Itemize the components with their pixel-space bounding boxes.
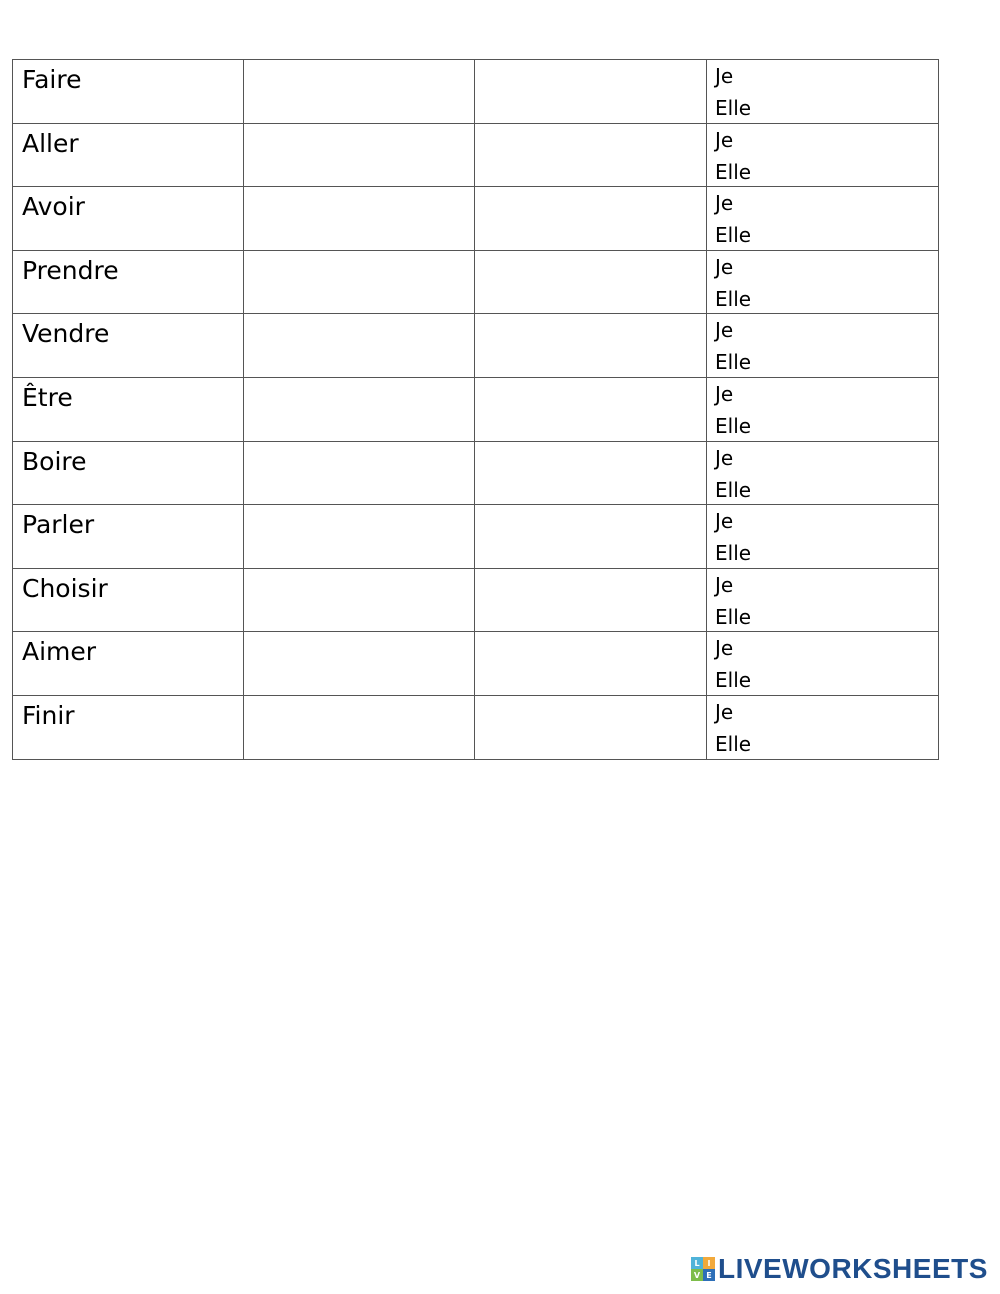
pronoun-cell[interactable]: [707, 441, 939, 505]
pronoun-cell[interactable]: [707, 505, 939, 569]
pronoun-cell[interactable]: [707, 695, 939, 759]
table-row: [13, 187, 939, 251]
liveworksheets-logo-icon: [691, 1257, 715, 1281]
pronoun-cell[interactable]: [707, 123, 939, 187]
answer-cell[interactable]: [475, 187, 707, 251]
answer-cell[interactable]: [244, 314, 475, 378]
verb-cell: [13, 123, 244, 187]
verb-cell: [13, 505, 244, 569]
pronoun-elle: Elle: [715, 286, 752, 311]
answer-cell[interactable]: [475, 441, 707, 505]
pronoun-je: Je: [715, 636, 734, 661]
answer-cell[interactable]: [244, 505, 475, 569]
pronoun-cell[interactable]: [707, 250, 939, 314]
answer-cell[interactable]: [244, 632, 475, 696]
pronoun-cell[interactable]: [707, 568, 939, 632]
verb-cell: [13, 314, 244, 378]
pronoun-elle: Elle: [715, 96, 752, 120]
logo-mark-letter: L: [691, 1257, 703, 1269]
answer-cell[interactable]: [244, 250, 475, 314]
answer-cell[interactable]: [475, 314, 707, 378]
answer-cell[interactable]: [475, 250, 707, 314]
table-row: [13, 123, 939, 187]
answer-cell[interactable]: [244, 377, 475, 441]
logo-mark-letter: E: [703, 1269, 715, 1281]
pronoun-cell[interactable]: [707, 632, 939, 696]
pronoun-cell[interactable]: [707, 187, 939, 251]
pronoun-elle: Elle: [715, 731, 752, 756]
pronoun-je: Je: [715, 572, 734, 597]
verb-label: Finir: [22, 700, 75, 730]
pronoun-elle: Elle: [715, 159, 752, 184]
pronoun-cell[interactable]: [707, 314, 939, 378]
pronoun-elle: Elle: [715, 223, 752, 248]
verb-cell: [13, 377, 244, 441]
verb-cell: [13, 441, 244, 505]
pronoun-elle: Elle: [715, 350, 752, 375]
liveworksheets-logo-text: LIVEWORKSHEETS: [718, 1253, 988, 1284]
verb-label: Avoir: [22, 192, 85, 222]
pronoun-je: Je: [715, 381, 734, 406]
pronoun-je: Je: [715, 509, 734, 534]
verb-label: Faire: [22, 65, 82, 94]
table-row: [13, 505, 939, 569]
verb-table: [12, 59, 939, 760]
verb-label: Prendre: [22, 255, 119, 285]
answer-cell[interactable]: [244, 123, 475, 187]
pronoun-elle: Elle: [715, 541, 752, 566]
answer-cell[interactable]: [244, 60, 475, 124]
answer-cell[interactable]: [475, 123, 707, 187]
pronoun-je: Je: [715, 191, 734, 216]
answer-cell[interactable]: [475, 60, 707, 124]
pronoun-je: Je: [715, 127, 734, 152]
verb-label: Parler: [22, 510, 95, 540]
answer-cell[interactable]: [244, 441, 475, 505]
answer-cell[interactable]: [244, 568, 475, 632]
table-row: [13, 377, 939, 441]
pronoun-elle: Elle: [715, 413, 752, 438]
pronoun-elle: Elle: [715, 604, 752, 629]
answer-cell[interactable]: [244, 695, 475, 759]
answer-cell[interactable]: [475, 505, 707, 569]
table-row: [13, 568, 939, 632]
verb-label: Aimer: [22, 637, 97, 667]
table-row: [13, 314, 939, 378]
pronoun-cell[interactable]: [707, 60, 939, 124]
answer-cell[interactable]: [244, 187, 475, 251]
verb-cell: [13, 60, 244, 124]
logo-mark-letter: V: [691, 1269, 703, 1281]
pronoun-je: Je: [715, 699, 734, 724]
verb-cell: [13, 250, 244, 314]
answer-cell[interactable]: [475, 632, 707, 696]
pronoun-je: Je: [715, 445, 734, 470]
pronoun-je: Je: [715, 64, 734, 88]
table-row: [13, 695, 939, 759]
verb-label: Aller: [22, 128, 79, 158]
answer-cell[interactable]: [475, 695, 707, 759]
table-row: [13, 632, 939, 696]
verb-table-body: [13, 60, 939, 760]
verb-cell: [13, 187, 244, 251]
table-row: [13, 60, 939, 124]
verb-label: Vendre: [22, 319, 110, 349]
pronoun-je: Je: [715, 254, 734, 279]
verb-cell: [13, 632, 244, 696]
logo-mark-letter: I: [703, 1257, 715, 1269]
liveworksheets-logo: [691, 1255, 988, 1283]
answer-cell[interactable]: [475, 377, 707, 441]
verb-label: Boire: [22, 446, 87, 476]
pronoun-elle: Elle: [715, 668, 752, 693]
answer-cell[interactable]: [475, 568, 707, 632]
verb-label: Choisir: [22, 573, 108, 603]
verb-cell: [13, 695, 244, 759]
table-row: [13, 250, 939, 314]
verb-label: Être: [22, 382, 73, 412]
verb-cell: [13, 568, 244, 632]
pronoun-je: Je: [715, 318, 734, 343]
pronoun-cell[interactable]: [707, 377, 939, 441]
table-row: [13, 441, 939, 505]
pronoun-elle: Elle: [715, 477, 752, 502]
